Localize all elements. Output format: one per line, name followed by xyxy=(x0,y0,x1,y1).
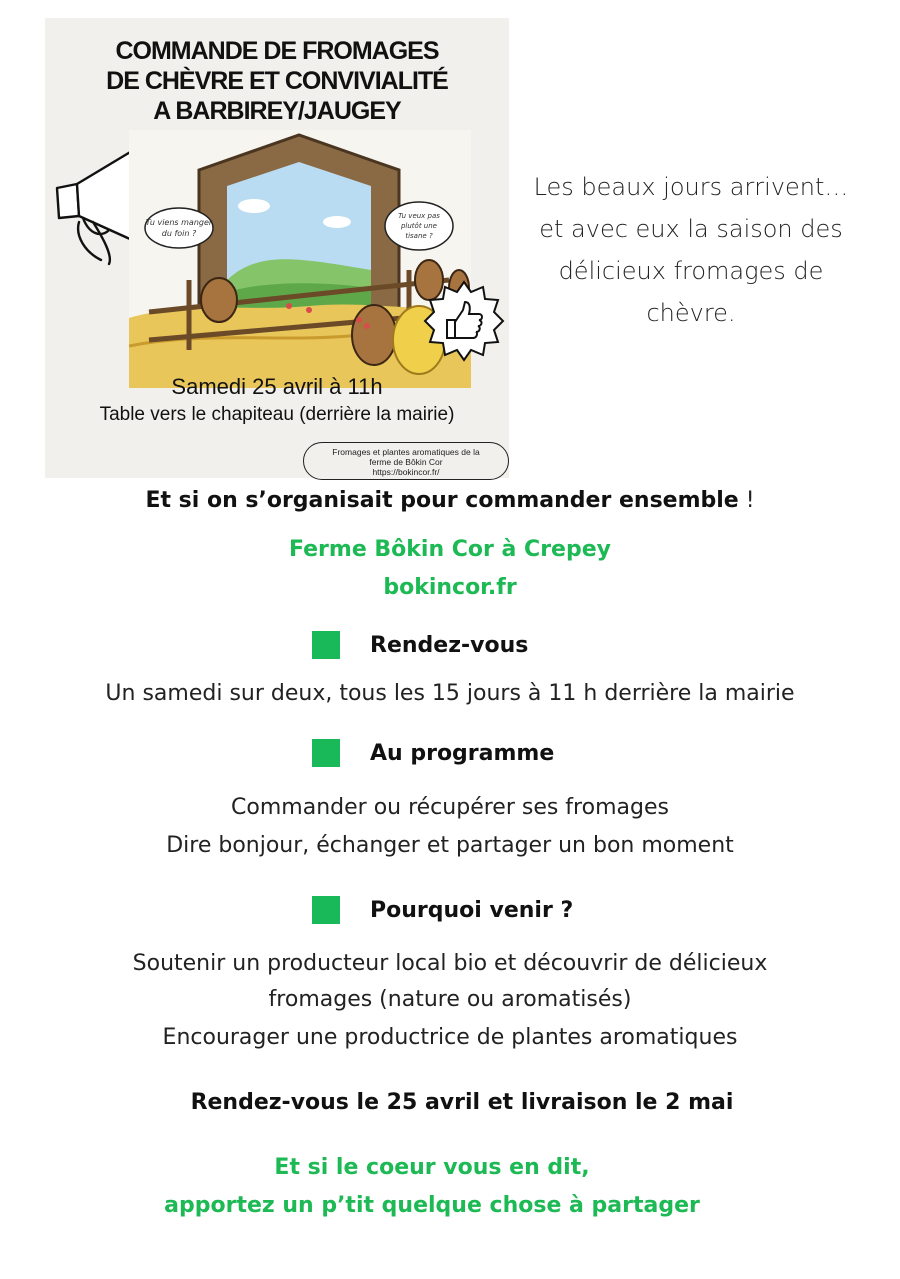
closing-line-1: Et si le coeur vous en dit, xyxy=(274,1155,590,1180)
pourquoi-line-2: fromages (nature ou aromatisés) xyxy=(268,987,632,1012)
pourquoi-line-1: Soutenir un producteur local bio et découvrir de délicieux xyxy=(132,951,768,976)
svg-text:Tu veux pas: Tu veux pas xyxy=(398,212,440,220)
poster-title-line-3: A BARBIREY/JAUGEY xyxy=(153,97,401,125)
programme-line-1: Commander ou récupérer ses fromages xyxy=(231,795,669,820)
intro-line-4: chèvre. xyxy=(646,299,736,327)
cta-bold: Et si on s’organisait pour commander ensemble xyxy=(145,488,739,513)
farm-name: Ferme Bôkin Cor à Crepey xyxy=(289,537,611,562)
farm-website-link[interactable]: bokincor.fr xyxy=(383,575,517,600)
intro-line-2: et avec eux la saison des xyxy=(539,215,843,243)
cta-line xyxy=(0,488,900,513)
section-title-rendez-vous: Rendez-vous xyxy=(370,632,529,658)
intro-text xyxy=(500,166,882,334)
poster-credit-url[interactable]: https://bokincor.fr/ xyxy=(372,467,440,477)
thumbs-up-icon xyxy=(423,280,505,362)
green-square-bullet xyxy=(312,631,340,659)
section-heading-rendez-vous xyxy=(312,630,528,660)
cta-suffix: ! xyxy=(738,488,755,513)
svg-text:tisane ?: tisane ? xyxy=(405,232,433,240)
svg-text:Tu viens manger: Tu viens manger xyxy=(145,218,213,227)
section-title-programme: Au programme xyxy=(370,740,555,766)
poster-title-line-2: DE CHÈVRE ET CONVIVIALITÉ xyxy=(106,67,448,95)
event-dates-line: Rendez-vous le 25 avril et livraison le 2 mai xyxy=(190,1090,734,1115)
goat-barn-illustration xyxy=(129,130,471,388)
poster-location: Table vers le chapiteau (derrière la mairie) xyxy=(99,404,455,425)
poster-title-line-1: COMMANDE DE FROMAGES xyxy=(115,37,439,65)
pourquoi-line-3: Encourager une productrice de plantes aromatiques xyxy=(162,1025,738,1050)
section-heading-pourquoi xyxy=(312,895,573,925)
section-title-pourquoi: Pourquoi venir ? xyxy=(370,897,574,923)
event-poster xyxy=(45,18,509,478)
closing-line-2: apportez un p’tit quelque chose à partager xyxy=(164,1193,700,1218)
intro-line-1: Les beaux jours arrivent… xyxy=(533,173,849,201)
section-heading-programme xyxy=(312,738,554,768)
intro-line-3: délicieux fromages de xyxy=(558,257,824,285)
svg-text:plutôt une: plutôt une xyxy=(400,222,438,230)
poster-credit-box xyxy=(303,442,509,480)
poster-date: Samedi 25 avril à 11h xyxy=(171,374,383,399)
poster-credit-line-2: ferme de Bôkin Cor xyxy=(369,457,443,467)
programme-line-2: Dire bonjour, échanger et partager un bon moment xyxy=(166,833,734,858)
green-square-bullet xyxy=(312,739,340,767)
svg-text:du foin ?: du foin ? xyxy=(161,229,197,238)
poster-credit-line-1: Fromages et plantes aromatiques de la xyxy=(332,447,480,457)
rendez-vous-text: Un samedi sur deux, tous les 15 jours à 11 h derrière la mairie xyxy=(105,681,795,706)
green-square-bullet xyxy=(312,896,340,924)
